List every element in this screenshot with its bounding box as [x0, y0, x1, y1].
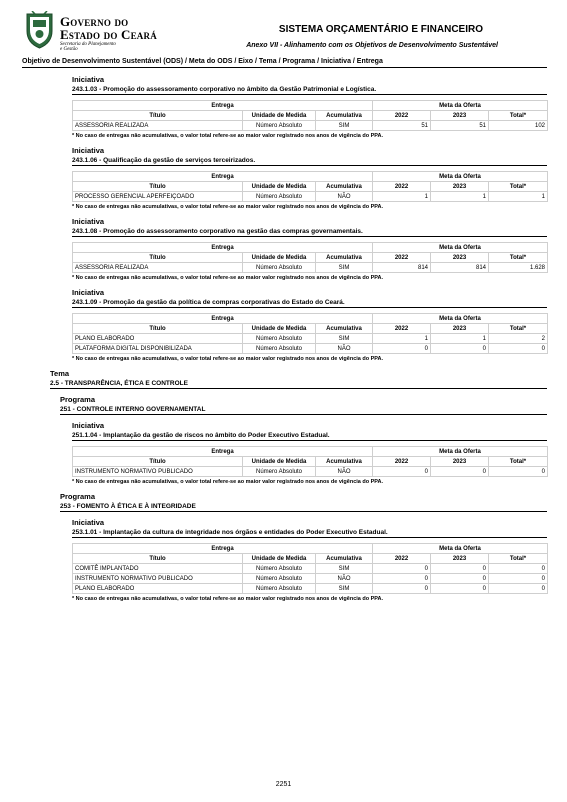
cell-titulo: ASSESSORIA REALIZADA	[73, 121, 243, 131]
cell-2022: 1	[373, 192, 431, 202]
table-header-titulo: Título	[73, 111, 243, 121]
cell-2022: 0	[373, 584, 431, 594]
cell-unidade: Número Absoluto	[243, 121, 316, 131]
entrega-table	[72, 100, 548, 131]
cell-2023: 51	[431, 121, 489, 131]
cell-unidade: Número Absoluto	[243, 467, 316, 477]
report-content	[22, 75, 547, 604]
page-header	[0, 0, 567, 60]
table-header-acumulativa: Acumulativa	[316, 554, 373, 564]
iniciativa-label: Iniciativa	[72, 146, 105, 155]
table-header-acumulativa: Acumulativa	[316, 324, 373, 334]
iniciativa-code: 251.1.04 - Implantação da gestão de riscos no âmbito do Poder Executivo Estadual.	[72, 431, 547, 441]
cell-unidade: Número Absoluto	[243, 344, 316, 354]
table-header-unidade: Unidade de Medida	[243, 253, 316, 263]
iniciativa-label: Iniciativa	[72, 217, 105, 226]
logo-text-governo: Governo do	[60, 14, 129, 29]
table-header-entrega: Entrega	[73, 243, 373, 253]
table-header-total: Total*	[489, 253, 548, 263]
entrega-table	[72, 313, 548, 354]
table-header-entrega: Entrega	[73, 544, 373, 554]
iniciativa-code: 243.1.03 - Promoção do assessoramento corporativo no âmbito da Gestão Patrimonial e Logística.	[72, 85, 547, 95]
cell-acumulativa: NÃO	[316, 467, 373, 477]
cell-acumulativa: NÃO	[316, 192, 373, 202]
cell-unidade: Número Absoluto	[243, 574, 316, 584]
cell-2023: 0	[431, 564, 489, 574]
table-header-2022: 2022	[373, 457, 431, 467]
tema-label: Tema	[50, 369, 70, 378]
cell-titulo: PLATAFORMA DIGITAL DISPONIBILIZADA	[73, 344, 243, 354]
cell-titulo: ASSESSORIA REALIZADA	[73, 263, 243, 273]
table-header-meta: Meta da Oferta	[373, 172, 548, 182]
iniciativa-code: 243.1.08 - Promoção do assessoramento corporativo na gestão das compras governamentais.	[72, 227, 547, 237]
cell-2023: 0	[431, 467, 489, 477]
cell-unidade: Número Absoluto	[243, 192, 316, 202]
cell-titulo: INSTRUMENTO NORMATIVO PUBLICADO	[73, 574, 243, 584]
iniciativa-label: Iniciativa	[72, 288, 105, 297]
table-footnote: * No caso de entregas não acumulativas, o valor total refere-se ao maior valor registrado nos anos de vigência do PPA.	[72, 204, 384, 210]
page-number: 2251	[275, 781, 292, 788]
table-header-2023: 2023	[431, 182, 489, 192]
table-header-entrega: Entrega	[73, 172, 373, 182]
table-row	[73, 467, 548, 477]
table-header-entrega: Entrega	[73, 314, 373, 324]
table-header-meta: Meta da Oferta	[373, 544, 548, 554]
table-row	[73, 574, 548, 584]
table-header-2023: 2023	[431, 457, 489, 467]
cell-acumulativa: SIM	[316, 564, 373, 574]
logo-subtitle-line1: Secretaria do Planejamento	[60, 42, 116, 47]
table-header-unidade: Unidade de Medida	[243, 111, 316, 121]
cell-total: 102	[489, 121, 548, 131]
table-header-2023: 2023	[431, 111, 489, 121]
programa-label: Programa	[60, 395, 96, 404]
annex-title: Anexo VII - Alinhamento com os Objetivos de Desenvolvimento Sustentável	[246, 42, 498, 49]
table-row	[73, 121, 548, 131]
iniciativa-label: Iniciativa	[72, 421, 105, 430]
table-header-2022: 2022	[373, 111, 431, 121]
table-row	[73, 344, 548, 354]
cell-titulo: INSTRUMENTO NORMATIVO PUBLICADO	[73, 467, 243, 477]
logo-subtitle-line2: e Gestão	[60, 47, 78, 52]
cell-acumulativa: NÃO	[316, 574, 373, 584]
table-header-titulo: Título	[73, 457, 243, 467]
state-crest-icon	[24, 11, 55, 49]
tema-code: 2.5 - TRANSPARÊNCIA, ÉTICA E CONTROLE	[50, 379, 547, 389]
cell-total: 0	[489, 344, 548, 354]
table-header-meta: Meta da Oferta	[373, 101, 548, 111]
cell-unidade: Número Absoluto	[243, 564, 316, 574]
table-header-2022: 2022	[373, 182, 431, 192]
cell-acumulativa: SIM	[316, 334, 373, 344]
table-row	[73, 564, 548, 574]
cell-2023: 1	[431, 334, 489, 344]
table-header-entrega: Entrega	[73, 101, 373, 111]
system-title: SISTEMA ORÇAMENTÁRIO E FINANCEIRO	[278, 24, 483, 35]
table-header-unidade: Unidade de Medida	[243, 554, 316, 564]
cell-total: 1	[489, 192, 548, 202]
table-header-total: Total*	[489, 182, 548, 192]
cell-titulo: PLANO ELABORADO	[73, 334, 243, 344]
iniciativa-label: Iniciativa	[72, 518, 105, 527]
government-logo	[22, 10, 162, 52]
table-header-entrega: Entrega	[73, 447, 373, 457]
table-header-titulo: Título	[73, 253, 243, 263]
table-header-2022: 2022	[373, 554, 431, 564]
table-header-2023: 2023	[431, 253, 489, 263]
cell-titulo: PROCESSO GERENCIAL APERFEIÇOADO	[73, 192, 243, 202]
table-footnote: * No caso de entregas não acumulativas, o valor total refere-se ao maior valor registrado nos anos de vigência do PPA.	[72, 133, 384, 139]
table-row	[73, 263, 548, 273]
entrega-table	[72, 543, 548, 594]
programa-code: 251 - CONTROLE INTERNO GOVERNAMENTAL	[60, 405, 547, 415]
table-header-titulo: Título	[73, 182, 243, 192]
cell-total: 0	[489, 564, 548, 574]
table-row	[73, 192, 548, 202]
table-footnote: * No caso de entregas não acumulativas, o valor total refere-se ao maior valor registrado nos anos de vigência do PPA.	[72, 275, 384, 281]
cell-acumulativa: SIM	[316, 263, 373, 273]
table-header-titulo: Título	[73, 324, 243, 334]
cell-total: 1.628	[489, 263, 548, 273]
table-footnote: * No caso de entregas não acumulativas, o valor total refere-se ao maior valor registrado nos anos de vigência do PPA.	[72, 356, 384, 362]
iniciativa-label: Iniciativa	[72, 75, 105, 84]
table-header-2023: 2023	[431, 554, 489, 564]
table-header-total: Total*	[489, 554, 548, 564]
cell-total: 2	[489, 334, 548, 344]
table-header-total: Total*	[489, 324, 548, 334]
cell-2022: 0	[373, 574, 431, 584]
cell-total: 0	[489, 584, 548, 594]
table-header-acumulativa: Acumulativa	[316, 111, 373, 121]
table-header-meta: Meta da Oferta	[373, 243, 548, 253]
table-header-unidade: Unidade de Medida	[243, 457, 316, 467]
iniciativa-code: 243.1.06 - Qualificação da gestão de serviços terceirizados.	[72, 156, 547, 166]
cell-acumulativa: SIM	[316, 584, 373, 594]
table-header-acumulativa: Acumulativa	[316, 182, 373, 192]
cell-2022: 814	[373, 263, 431, 273]
cell-titulo: PLANO ELABORADO	[73, 584, 243, 594]
cell-2022: 51	[373, 121, 431, 131]
iniciativa-code: 253.1.01 - Implantação da cultura de integridade nos órgãos e entidades do Poder Executivo Estadual.	[72, 528, 547, 538]
logo-text-secretaria	[60, 42, 116, 52]
table-row	[73, 584, 548, 594]
cell-total: 0	[489, 574, 548, 584]
cell-acumulativa: NÃO	[316, 344, 373, 354]
table-header-acumulativa: Acumulativa	[316, 253, 373, 263]
cell-unidade: Número Absoluto	[243, 263, 316, 273]
table-header-unidade: Unidade de Medida	[243, 324, 316, 334]
table-header-unidade: Unidade de Medida	[243, 182, 316, 192]
table-footnote: * No caso de entregas não acumulativas, o valor total refere-se ao maior valor registrado nos anos de vigência do PPA.	[72, 596, 384, 602]
table-header-meta: Meta da Oferta	[373, 314, 548, 324]
iniciativa-code: 243.1.09 - Promoção da gestão da política de compras corporativas do Estado do Ceará.	[72, 298, 547, 308]
programa-code: 253 - FOMENTO À ÉTICA E À INTEGRIDADE	[60, 502, 547, 512]
cell-2023: 0	[431, 574, 489, 584]
column-header: Objetivo de Desenvolvimento Sustentável (ODS) / Meta do ODS / Eixo / Tema / Programa / Iniciativa / Entrega	[22, 58, 547, 68]
entrega-table	[72, 242, 548, 273]
cell-titulo: COMITÊ IMPLANTADO	[73, 564, 243, 574]
table-header-acumulativa: Acumulativa	[316, 457, 373, 467]
programa-label: Programa	[60, 492, 96, 501]
cell-2022: 1	[373, 334, 431, 344]
table-header-2022: 2022	[373, 253, 431, 263]
table-header-total: Total*	[489, 111, 548, 121]
table-row	[73, 334, 548, 344]
cell-2023: 0	[431, 344, 489, 354]
entrega-table	[72, 171, 548, 202]
cell-unidade: Número Absoluto	[243, 584, 316, 594]
entrega-table	[72, 446, 548, 477]
cell-2023: 1	[431, 192, 489, 202]
cell-total: 0	[489, 467, 548, 477]
logo-text-estado: Estado do Ceará	[60, 27, 157, 42]
table-header-total: Total*	[489, 457, 548, 467]
cell-unidade: Número Absoluto	[243, 334, 316, 344]
table-header-2023: 2023	[431, 324, 489, 334]
table-header-titulo: Título	[73, 554, 243, 564]
cell-2023: 0	[431, 584, 489, 594]
table-header-meta: Meta da Oferta	[373, 447, 548, 457]
cell-2022: 0	[373, 467, 431, 477]
cell-2022: 0	[373, 564, 431, 574]
table-footnote: * No caso de entregas não acumulativas, o valor total refere-se ao maior valor registrado nos anos de vigência do PPA.	[72, 479, 384, 485]
cell-acumulativa: SIM	[316, 121, 373, 131]
cell-2022: 0	[373, 344, 431, 354]
cell-2023: 814	[431, 263, 489, 273]
table-header-2022: 2022	[373, 324, 431, 334]
